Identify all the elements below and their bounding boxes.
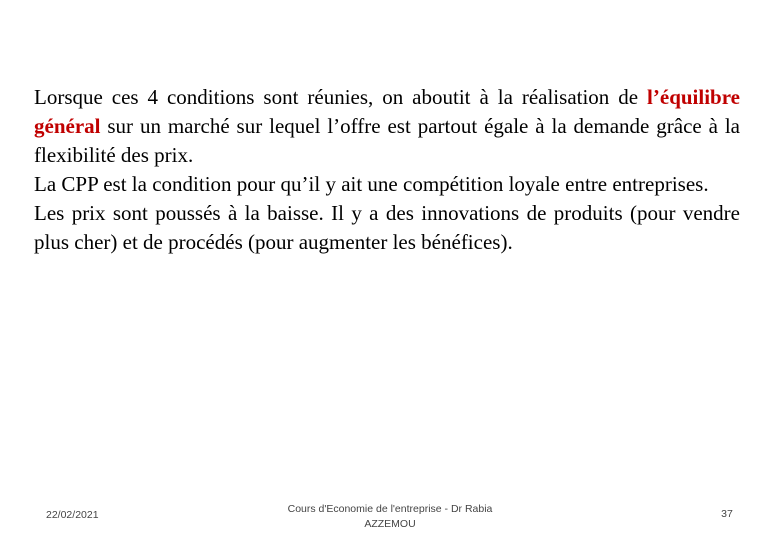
footer-course-title	[270, 502, 510, 532]
paragraph-1-text-start: Lorsque ces 4 conditions sont réunies, on aboutit à la réalisation de	[34, 85, 648, 109]
paragraph-1-text-end: sur un marché sur lequel l’offre est partout égale à la demande grâce à la flexibilité des prix.	[34, 114, 740, 167]
paragraph-prices: Les prix sont poussés à la baisse. Il y a des innovations de produits (pour vendre plus cher) et de procédés (pour augmenter les bénéfices).	[34, 201, 740, 254]
highlight-equilibre-general: l’équilibre général	[34, 85, 740, 138]
footer-course-line-1: Cours d'Economie de l'entreprise - Dr Rabia	[287, 503, 493, 515]
footer-course-line-2: AZZEMOU	[364, 518, 416, 530]
paragraph-equilibrium	[34, 83, 740, 170]
footer-date: 22/02/2021	[46, 509, 99, 521]
slide-body	[34, 83, 740, 257]
footer-page-number: 37	[721, 508, 733, 520]
paragraph-cpp: La CPP est la condition pour qu’il y ait une compétition loyale entre entreprises.	[34, 172, 709, 196]
